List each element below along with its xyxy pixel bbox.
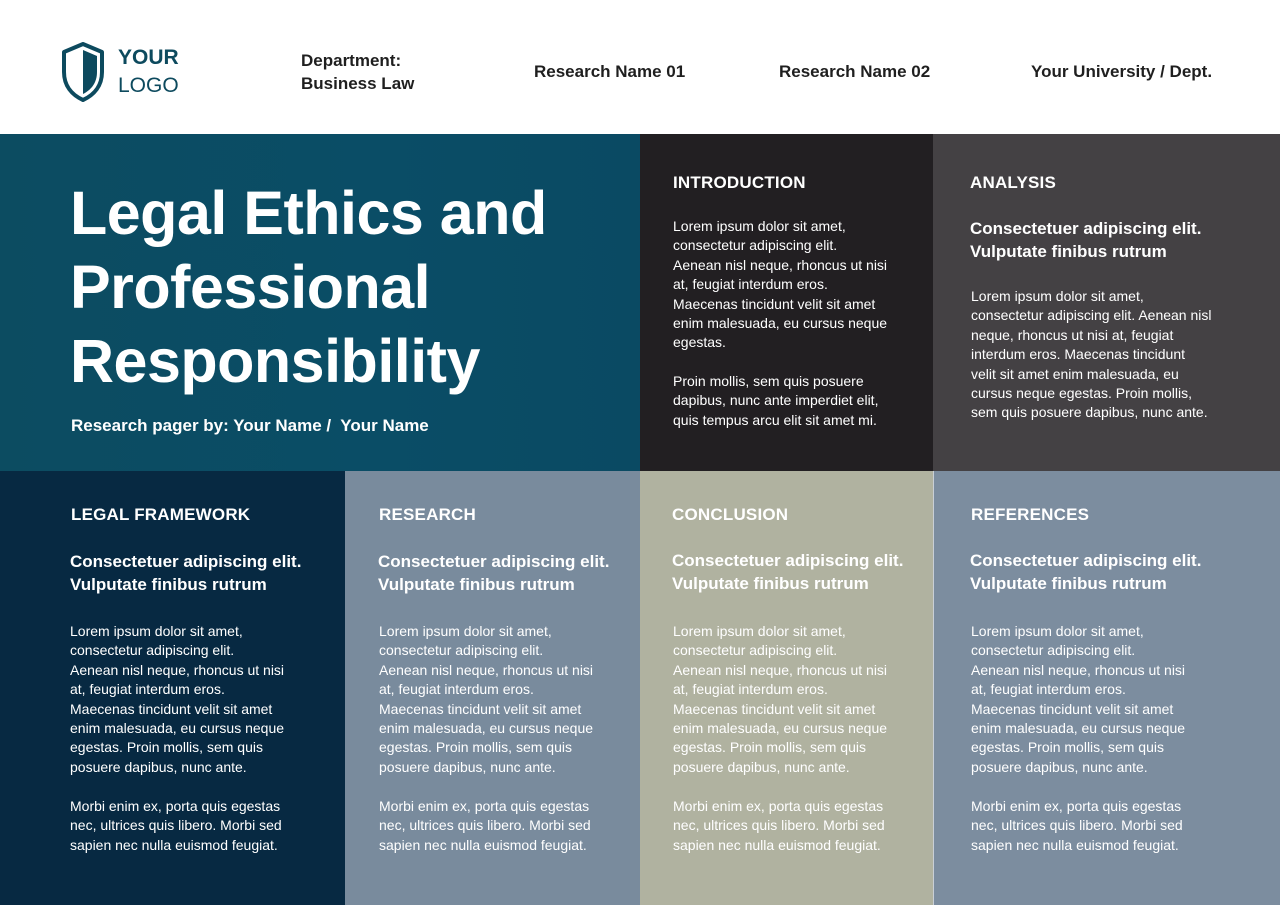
research-body-2: Morbi enim ex, porta quis egestas nec, ultrices quis libero. Morbi sed sapien nec nulla euismod feugiat.	[379, 798, 591, 853]
analysis-subtitle: Consectetuer adipiscing elit. Vulputate finibus rutrum	[970, 219, 1202, 261]
legal-framework-title: LEGAL FRAMEWORK	[71, 505, 251, 524]
hero-panel	[0, 134, 640, 471]
conclusion-section	[640, 471, 933, 905]
legal-framework-section	[0, 471, 345, 905]
introduction-body-1: Lorem ipsum dolor sit amet, consectetur adipiscing elit. Aenean nisl neque, rhoncus ut nisi at, feugiat interdum eros. Maecenas tincidunt velit sit amet enim malesuada, eu cursus neque egestas.	[673, 218, 888, 351]
department-label: Department:	[301, 51, 402, 70]
department	[301, 49, 414, 95]
logo	[61, 42, 179, 102]
legal-framework-subtitle: Consectetuer adipiscing elit. Vulputate finibus rutrum	[70, 552, 302, 594]
legal-framework-body-1: Lorem ipsum dolor sit amet, consectetur adipiscing elit. Aenean nisl neque, rhoncus ut nisi at, feugiat interdum eros. Maecenas tincidunt velit sit amet enim malesuada, eu cursus neque egestas. Proin mollis, sem quis posuere dapibus, nunc ante.	[70, 623, 285, 775]
introduction-body-2: Proin mollis, sem quis posuere dapibus, nunc ante imperdiet elit, quis tempus arcu elit sit amet mi.	[673, 373, 879, 428]
header	[0, 0, 1280, 134]
analysis-body: Lorem ipsum dolor sit amet, consectetur adipiscing elit. Aenean nisl neque, rhoncus ut nisi at, feugiat interdum eros. Maecenas tincidunt velit sit amet enim malesuada, eu cursus neque egestas. Proin mollis, sem quis posuere dapibus, nunc ante.	[971, 288, 1212, 421]
logo-text-bottom: LOGO	[118, 74, 179, 97]
research-name-1: Research Name 01	[534, 62, 686, 81]
conclusion-body-2: Morbi enim ex, porta quis egestas nec, ultrices quis libero. Morbi sed sapien nec nulla euismod feugiat.	[673, 798, 885, 853]
research-subtitle: Consectetuer adipiscing elit. Vulputate finibus rutrum	[378, 552, 610, 594]
research-body-1: Lorem ipsum dolor sit amet, consectetur adipiscing elit. Aenean nisl neque, rhoncus ut nisi at, feugiat interdum eros. Maecenas tincidunt velit sit amet enim malesuada, eu cursus neque egestas. Proin mollis, sem quis posuere dapibus, nunc ante.	[379, 623, 594, 775]
legal-framework-body-2: Morbi enim ex, porta quis egestas nec, ultrices quis libero. Morbi sed sapien nec nulla euismod feugiat.	[70, 798, 282, 853]
page-title-line-2: Professional	[70, 253, 431, 321]
logo-text-top: YOUR	[118, 46, 179, 69]
conclusion-title: CONCLUSION	[672, 505, 789, 524]
references-subtitle: Consectetuer adipiscing elit. Vulputate finibus rutrum	[970, 551, 1202, 593]
references-body-2: Morbi enim ex, porta quis egestas nec, ultrices quis libero. Morbi sed sapien nec nulla euismod feugiat.	[971, 798, 1183, 853]
research-title: RESEARCH	[379, 505, 477, 524]
analysis-section	[933, 134, 1280, 471]
page-title-line-1: Legal Ethics and	[70, 179, 547, 247]
references-body-1: Lorem ipsum dolor sit amet, consectetur adipiscing elit. Aenean nisl neque, rhoncus ut nisi at, feugiat interdum eros. Maecenas tincidunt velit sit amet enim malesuada, eu cursus neque egestas. Proin mollis, sem quis posuere dapibus, nunc ante.	[971, 623, 1186, 775]
page-title-line-3: Responsibility	[70, 327, 480, 395]
introduction-section	[640, 134, 933, 471]
analysis-title: ANALYSIS	[970, 173, 1056, 192]
department-value: Business Law	[301, 74, 415, 93]
logo-text	[118, 44, 179, 100]
references-title: REFERENCES	[971, 505, 1090, 524]
author-line: Research pager by: Your Name / Your Name	[71, 416, 429, 435]
page-title	[70, 176, 630, 398]
conclusion-subtitle: Consectetuer adipiscing elit. Vulputate finibus rutrum	[672, 551, 904, 593]
research-name-2: Research Name 02	[779, 62, 931, 81]
university: Your University / Dept.	[1031, 62, 1213, 81]
research-section	[345, 471, 640, 905]
references-section	[933, 471, 1280, 905]
shield-icon	[61, 42, 105, 102]
introduction-title: INTRODUCTION	[673, 173, 806, 192]
conclusion-body-1: Lorem ipsum dolor sit amet, consectetur adipiscing elit. Aenean nisl neque, rhoncus ut nisi at, feugiat interdum eros. Maecenas tincidunt velit sit amet enim malesuada, eu cursus neque egestas. Proin mollis, sem quis posuere dapibus, nunc ante.	[673, 623, 888, 775]
